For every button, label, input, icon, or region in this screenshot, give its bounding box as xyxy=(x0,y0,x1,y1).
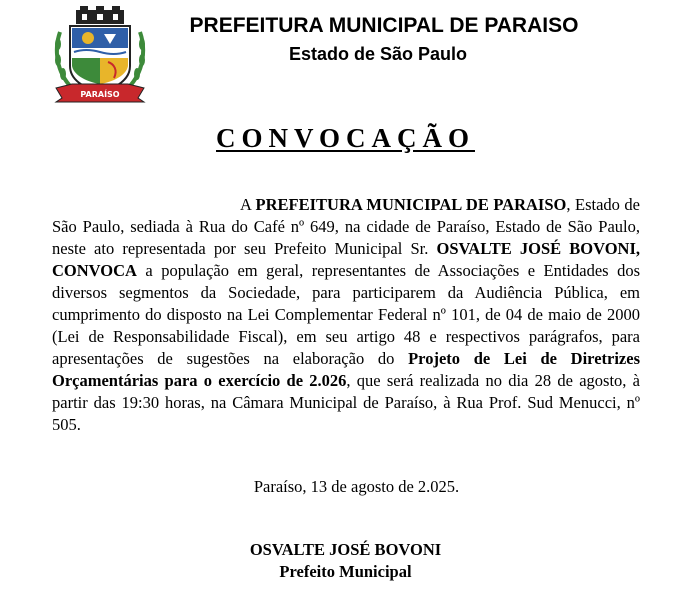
signature-name: OSVALTE JOSÉ BOVONI xyxy=(249,540,442,559)
header-subtitle: Estado de São Paulo xyxy=(288,44,468,64)
svg-text:PARAÍSO: PARAÍSO xyxy=(80,90,120,99)
document-body xyxy=(52,194,640,437)
body-seg-7: , que será realizada no dia 28 de agosto, à partir das 19:30 horas, na Câmara Municipal de Paraíso, à Rua Prof. Sud Menucci, nº 505. xyxy=(52,371,640,435)
date-line: Paraíso, 13 de agosto de 2.025. xyxy=(253,477,460,496)
header-title: PREFEITURA MUNICIPAL DE PARAISO xyxy=(189,14,579,37)
body-seg-5: a população em geral, representantes de Associações e Entidades dos diversos segmentos da Sociedade, para participarem da Audiência Pública, em cumprimento do disposto na Lei Complementar Federal nº 101, de 04 de maio de 2000 (Lei de Responsabilidade Fiscal), em seu artigo 48 e respectivos parágrafos, para apresentações de sugestões na elaboração do xyxy=(52,261,640,369)
body-seg-4: OSVALTE JOSÉ BOVONI, CONVOCA xyxy=(52,239,640,281)
body-seg-6: Projeto de Lei de Diretrizes Orçamentárias para o exercício de 2.026 xyxy=(52,349,640,391)
heading-text: CONVOCAÇÃO xyxy=(216,123,475,153)
body-seg-1: A xyxy=(240,195,256,214)
body-seg-3: , Estado de São Paulo, sediada à Rua do Café nº 649, na cidade de Paraíso, Estado de São Paulo, neste ato representada por seu Prefeito Municipal Sr. xyxy=(52,195,640,259)
body-seg-2: PREFEITURA MUNICIPAL DE PARAISO xyxy=(255,195,567,214)
municipal-coat-of-arms-icon xyxy=(52,4,148,104)
signature-role: Prefeito Municipal xyxy=(279,562,412,581)
document-heading xyxy=(0,122,691,154)
